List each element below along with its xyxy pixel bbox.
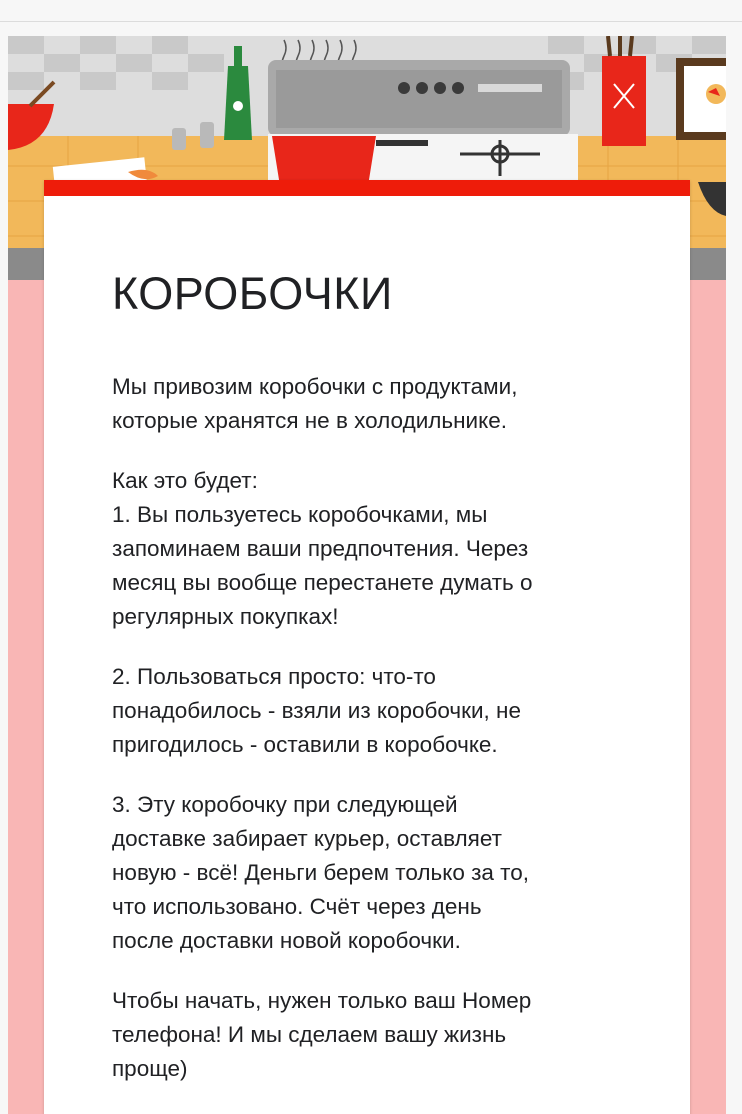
card-accent-bar [44, 180, 690, 196]
form-title: КОРОБОЧКИ [112, 268, 393, 319]
description-paragraph: Мы привозим коробочки с продуктами, которые хранятся не в холодильнике. [112, 374, 518, 433]
description-paragraph: 3. Эту коробочку при следующей доставке забирает курьер, оставляет новую - всё! Деньги берем только за то, что использовано. Счёт через день после доставки новой коробочки. [112, 792, 529, 953]
form-description [112, 370, 652, 1112]
description-paragraph: Чтобы начать, нужен только ваш Номер телефона! И мы сделаем вашу жизнь проще) [112, 988, 532, 1081]
description-paragraph: 2. Пользоваться просто: что-то понадобилось - взяли из коробочки, не пригодилось - оставили в коробочке. [112, 664, 521, 757]
browser-top-bar [0, 0, 742, 22]
form-header-card [44, 180, 690, 1114]
description-paragraph: Как это будет: 1. Вы пользуетесь коробочками, мы запоминаем ваши предпочтения. Через месяц вы вообще перестанете думать о регулярных покупках! [112, 468, 533, 629]
form-page [8, 36, 726, 1114]
